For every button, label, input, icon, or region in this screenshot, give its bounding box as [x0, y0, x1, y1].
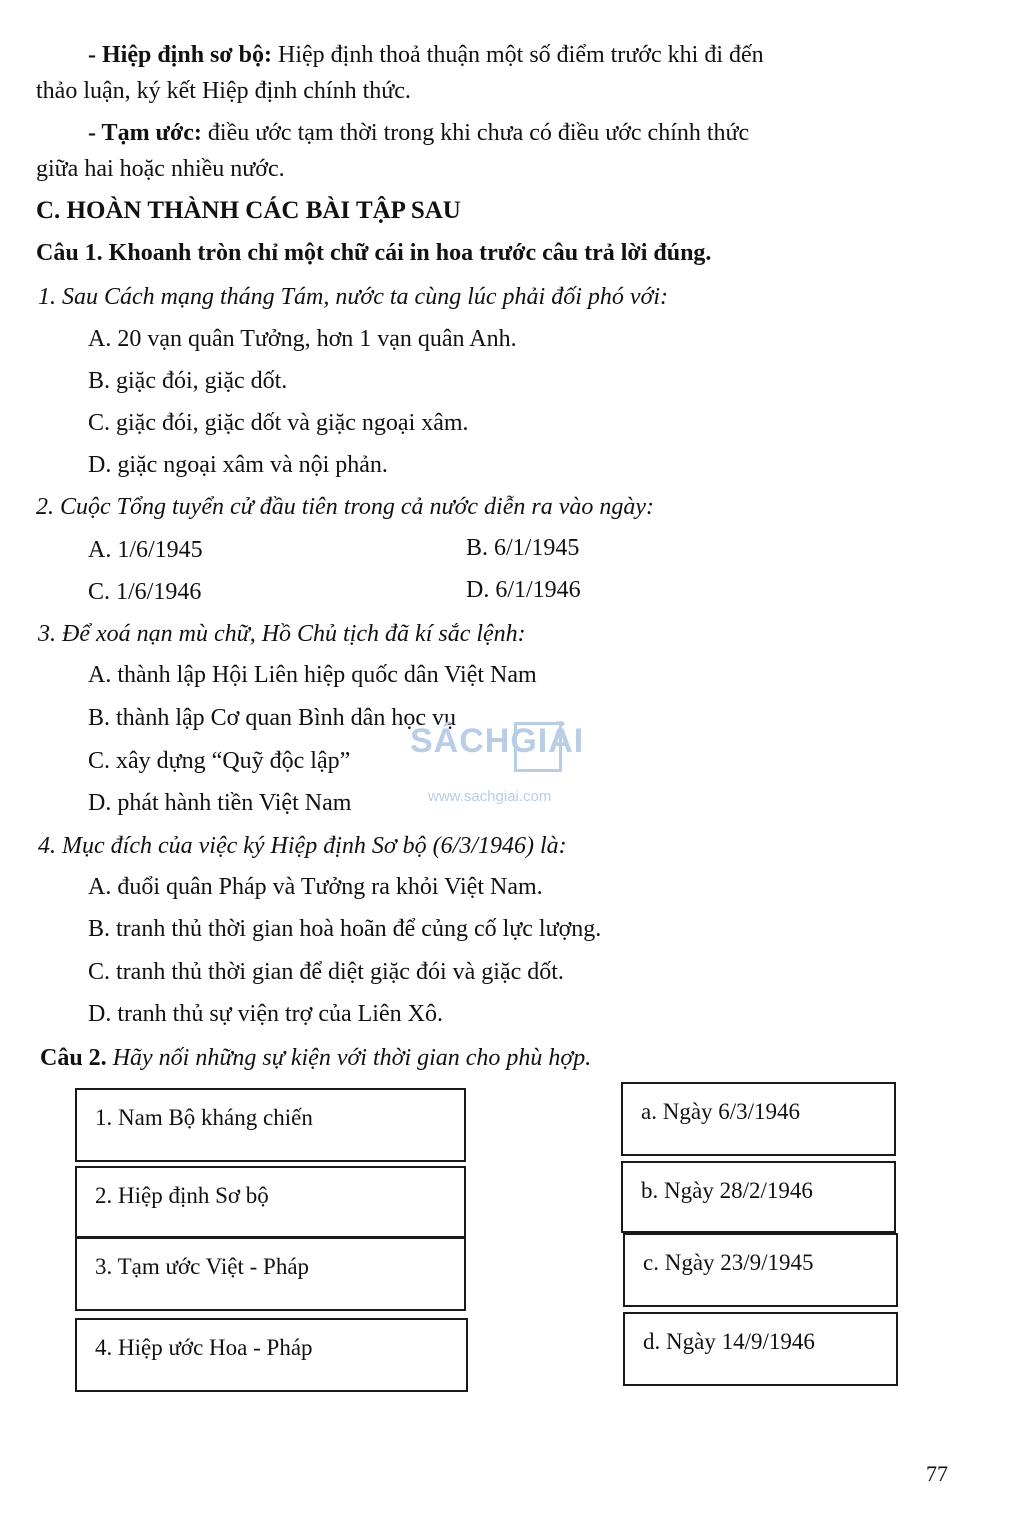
definition-line-4: giữa hai hoặc nhiều nước.: [36, 156, 285, 182]
definition-term-hiep-dinh: - Hiệp định sơ bộ:: [88, 42, 273, 68]
date-label: b. Ngày 28/2/1946: [641, 1178, 813, 1203]
option-2c[interactable]: C. 1/6/1946: [88, 579, 202, 605]
question-1-item-3-prompt: 3. Để xoá nạn mù chữ, Hồ Chủ tịch đã kí sắc lệnh:: [38, 621, 526, 647]
option-3d[interactable]: D. phát hành tiền Việt Nam: [88, 790, 352, 816]
watermark-frame-icon: [514, 722, 562, 772]
date-box-d[interactable]: [623, 1312, 898, 1386]
option-4d[interactable]: D. tranh thủ sự viện trợ của Liên Xô.: [88, 1001, 443, 1027]
option-4a[interactable]: A. đuổi quân Pháp và Tưởng ra khỏi Việt Nam.: [88, 874, 543, 900]
date-box-b[interactable]: [621, 1161, 896, 1233]
question-1-item-1-prompt: 1. Sau Cách mạng tháng Tám, nước ta cùng lúc phải đối phó với:: [38, 284, 668, 310]
option-1d[interactable]: D. giặc ngoại xâm và nội phản.: [88, 452, 388, 478]
option-3b[interactable]: B. thành lập Cơ quan Bình dân học vụ: [88, 705, 456, 731]
date-box-a[interactable]: [621, 1082, 896, 1156]
section-heading: C. HOÀN THÀNH CÁC BÀI TẬP SAU: [36, 197, 461, 224]
page-number: 77: [926, 1461, 948, 1486]
option-4b[interactable]: B. tranh thủ thời gian hoà hoãn để củng cố lực lượng.: [88, 916, 602, 942]
event-box-1[interactable]: [75, 1088, 466, 1162]
option-2b[interactable]: B. 6/1/1945: [466, 535, 580, 561]
option-1a[interactable]: A. 20 vạn quân Tưởng, hơn 1 vạn quân Anh.: [88, 326, 517, 352]
definition-text: Hiệp định thoả thuận một số điểm trước khi đi đến: [272, 42, 764, 68]
date-label: a. Ngày 6/3/1946: [641, 1099, 801, 1124]
question-1-item-2-prompt: 2. Cuộc Tổng tuyển cử đầu tiên trong cả nước diễn ra vào ngày:: [36, 494, 654, 520]
option-2d[interactable]: D. 6/1/1946: [466, 577, 581, 603]
option-3a[interactable]: A. thành lập Hội Liên hiệp quốc dân Việt Nam: [88, 662, 537, 688]
definition-line-2: thảo luận, ký kết Hiệp định chính thức.: [36, 78, 411, 104]
event-box-4[interactable]: [75, 1318, 468, 1392]
question-1-item-4-prompt: 4. Mục đích của việc ký Hiệp định Sơ bộ (6/3/1946) là:: [38, 833, 567, 859]
date-label: c. Ngày 23/9/1945: [643, 1250, 814, 1275]
definition-text: điều ước tạm thời trong khi chưa có điều ước chính thức: [201, 120, 750, 146]
event-box-2[interactable]: [75, 1166, 466, 1238]
question-1-label: Câu 1. Khoanh tròn chỉ một chữ cái in hoa trước câu trả lời đúng.: [36, 240, 712, 266]
date-label: d. Ngày 14/9/1946: [643, 1329, 815, 1354]
event-label: 1. Nam Bộ kháng chiến: [95, 1105, 313, 1130]
option-1c[interactable]: C. giặc đói, giặc dốt và giặc ngoại xâm.: [88, 410, 469, 436]
date-box-c[interactable]: [623, 1233, 898, 1307]
option-4c[interactable]: C. tranh thủ thời gian để diệt giặc đói và giặc dốt.: [88, 959, 564, 985]
event-label: 3. Tạm ước Việt - Pháp: [95, 1254, 310, 1279]
watermark-url: www.sachgiai.com: [428, 788, 552, 805]
event-box-3[interactable]: [75, 1237, 466, 1311]
option-3c[interactable]: C. xây dựng “Quỹ độc lập”: [88, 748, 351, 774]
event-label: 2. Hiệp định Sơ bộ: [95, 1183, 269, 1208]
definition-line-1: [88, 40, 764, 70]
definition-line-3: [88, 118, 749, 148]
option-2a[interactable]: A. 1/6/1945: [88, 537, 203, 563]
question-2-label: [40, 1043, 591, 1073]
watermark-brand: SÁCHGIẢI: [410, 722, 585, 760]
option-1b[interactable]: B. giặc đói, giặc dốt.: [88, 368, 288, 394]
question-2-number: Câu 2.: [40, 1045, 107, 1071]
question-2-instruction: Hãy nối những sự kiện với thời gian cho phù hợp.: [106, 1045, 592, 1071]
definition-term-tam-uoc: - Tạm ước:: [88, 120, 202, 146]
event-label: 4. Hiệp ước Hoa - Pháp: [95, 1335, 313, 1360]
watermark-logo: [410, 722, 630, 812]
